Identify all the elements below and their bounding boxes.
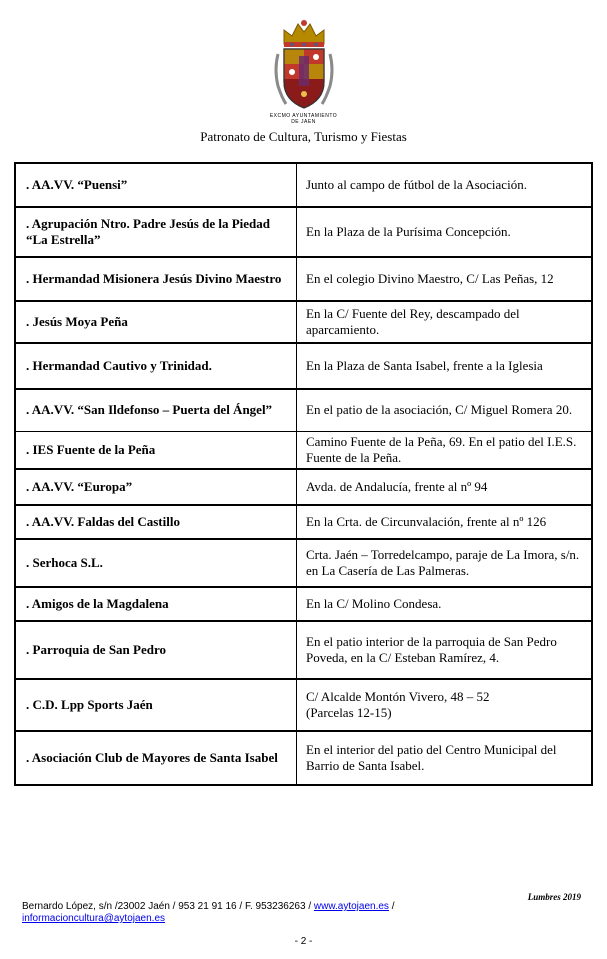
crest-caption-line2: DE JAEN — [291, 119, 316, 125]
table-row — [15, 163, 592, 207]
entity-cell: . AA.VV. Faldas del Castillo — [15, 505, 297, 539]
table-row — [15, 301, 592, 343]
table-row — [15, 539, 592, 587]
entity-cell: . Serhoca S.L. — [15, 539, 297, 587]
entity-cell: . AA.VV. “San Ildefonso – Puerta del Ángel” — [15, 389, 297, 431]
table-row — [15, 505, 592, 539]
location-cell: En el patio de la asociación, C/ Miguel Romera 20. — [297, 389, 593, 431]
table-row — [15, 469, 592, 505]
entity-cell: . Agrupación Ntro. Padre Jesús de la Piedad “La Estrella” — [15, 207, 297, 257]
location-cell: Crta. Jaén – Torredelcampo, paraje de La Imora, s/n. en La Casería de Las Palmeras. — [297, 539, 593, 587]
location-cell: En la Crta. de Circunvalación, frente al nº 126 — [297, 505, 593, 539]
entity-cell: . Hermandad Misionera Jesús Divino Maestro — [15, 257, 297, 301]
table-row — [15, 207, 592, 257]
address-separator: / — [388, 901, 395, 912]
entity-cell: . Parroquia de San Pedro — [15, 621, 297, 679]
location-cell: En la Plaza de la Purísima Concepción. — [297, 207, 593, 257]
location-cell — [297, 679, 593, 731]
location-cell: En el interior del patio del Centro Municipal del Barrio de Santa Isabel. — [297, 731, 593, 785]
entity-cell: . Hermandad Cautivo y Trinidad. — [15, 343, 297, 389]
page-header — [0, 20, 607, 145]
entity-cell: . Asociación Club de Mayores de Santa Isabel — [15, 731, 297, 785]
entity-cell: . AA.VV. “Puensi” — [15, 163, 297, 207]
crest-caption-line1: EXCMO AYUNTAMIENTO — [269, 113, 338, 119]
entity-cell: . AA.VV. “Europa” — [15, 469, 297, 505]
coat-of-arms-logo — [272, 20, 336, 112]
entity-cell: . C.D. Lpp Sports Jaén — [15, 679, 297, 731]
location-cell: En la C/ Fuente del Rey, descampado del aparcamiento. — [297, 301, 593, 343]
location-cell: Avda. de Andalucía, frente al nº 94 — [297, 469, 593, 505]
location-cell: En la C/ Molino Condesa. — [297, 587, 593, 621]
location-cell: Camino Fuente de la Peña, 69. En el patio del I.E.S. Fuente de la Peña. — [297, 431, 593, 469]
table-row — [15, 343, 592, 389]
table-row — [15, 621, 592, 679]
website-link[interactable]: www.aytojaen.es — [313, 901, 389, 912]
page-title: Patronato de Cultura, Turismo y Fiestas — [200, 129, 407, 144]
location-cell: En la Plaza de Santa Isabel, frente a la Iglesia — [297, 343, 593, 389]
entity-cell: . Amigos de la Magdalena — [15, 587, 297, 621]
entity-cell: . Jesús Moya Peña — [15, 301, 297, 343]
table-row — [15, 679, 592, 731]
location-cell: Junto al campo de fútbol de la Asociación. — [297, 163, 593, 207]
location-cell: En el colegio Divino Maestro, C/ Las Peñas, 12 — [297, 257, 593, 301]
table-row — [15, 431, 592, 469]
table-row — [15, 257, 592, 301]
bonfire-locations-table — [14, 162, 593, 786]
location-line1: C/ Alcalde Montón Vivero, 48 – 52 — [306, 689, 490, 704]
table-row — [15, 587, 592, 621]
footer-address — [22, 901, 395, 925]
table-row — [15, 731, 592, 785]
table-row — [15, 389, 592, 431]
entity-cell: . IES Fuente de la Peña — [15, 431, 297, 469]
location-cell: En el patio interior de la parroquia de San Pedro Poveda, en la C/ Esteban Ramírez, 4. — [297, 621, 593, 679]
address-text: Bernardo López, s/n /23002 Jaén / 953 21 91 16 / F. 953236263 / — [22, 901, 314, 912]
location-line2: (Parcelas 12-15) — [306, 705, 392, 720]
page-number: - 2 - — [294, 936, 313, 947]
footer-label: Lumbres 2019 — [527, 892, 581, 902]
email-link[interactable]: informacioncultura@aytojaen.es — [22, 913, 166, 924]
